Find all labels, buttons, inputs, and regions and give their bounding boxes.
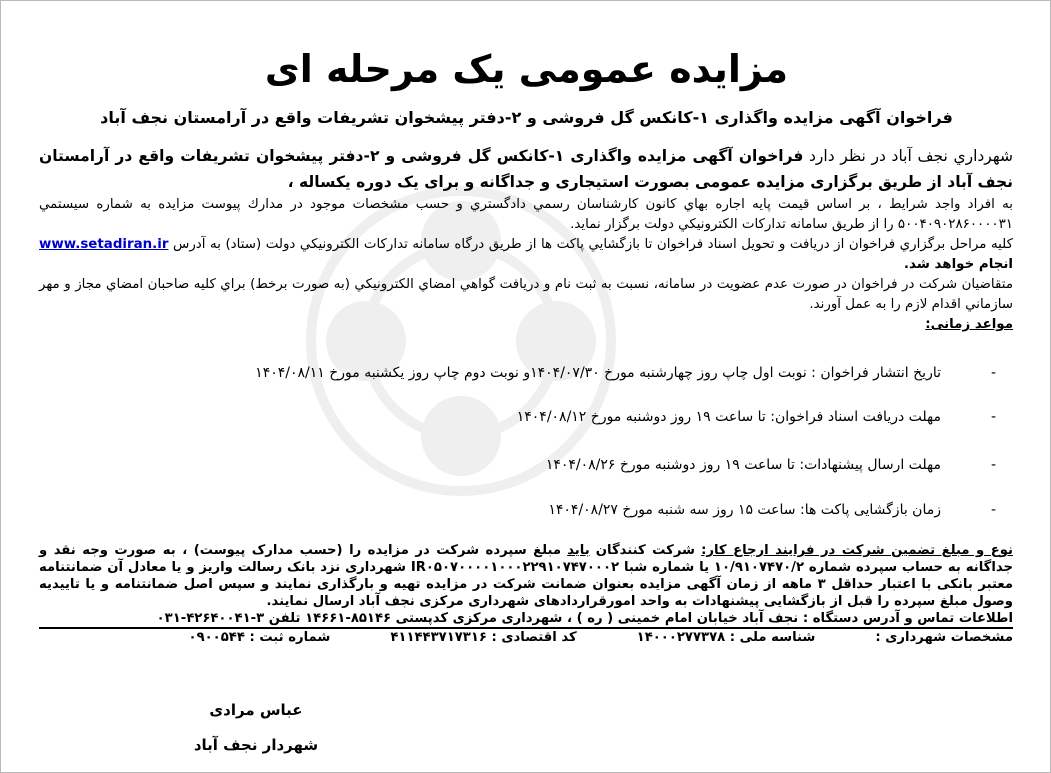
specs-economic-code: کد اقتصادی : ۴۱۱۴۴۳۷۱۷۳۱۶ [390, 630, 577, 645]
process-suffix: انجام خواهد شد. [903, 257, 1013, 272]
specs-national-id: شناسه ملی : ۱۴۰۰۰۲۷۷۳۷۸ [636, 630, 816, 645]
notice-body [39, 143, 1013, 335]
guarantee-lead: شرکت کنندگان [595, 543, 695, 558]
page-title: مزایده عمومی یک مرحله ای [264, 47, 789, 91]
date-publication-text: تاریخ انتشار فراخوان : نوبت اول چاپ روز چهارشنبه مورخ ۱۴۰۴/۰۷/۳۰و نوبت دوم چاپ روز یکشنبه مورخ ۱۴۰۴/۰۸/۱۱ [255, 365, 941, 381]
guarantee-paragraph [39, 542, 1013, 610]
notice-footer [39, 542, 1013, 646]
intro-part2: فراخوان آگهی مزایده واگذاری ۱-کانکس گل فروشی و ۲-دفتر پیشخوان تشریفات واقع در آرامستان نجف آباد از طریق برگزاری مزایده عمومی بصورت استیجاری و جداگانه و برای یک دوره یکساله ، [39, 147, 1013, 191]
bullet-dash: - [990, 457, 996, 473]
contact-info: اطلاعات تماس و آدرس دستگاه : نجف آباد خیابان امام خمینی ( ره ) ، شهرداری مرکزی کدپستی ۸۵۱۴۶-۱۴۶۶۱ تلفن ۳-۴۲۶۴۰۰۴۱-۰۳۱ [39, 610, 1013, 629]
intro-part1: شهرداري نجف آباد در نظر دارد [809, 147, 1013, 165]
specs-registration: شماره ثبت : ۰۹۰۰۵۴۴ [188, 630, 331, 645]
setad-link[interactable]: www.setadiran.ir [39, 237, 169, 252]
registration-paragraph: متقاضيان شركت در فراخوان در صورت عدم عضويت در سامانه، نسبت به ثبت نام و دريافت گواهي امضاي الكترونيكي (به صورت برخط) براي كليه صاحبان امضاي مجاز و مهر سازماني اقدام لازم را به عمل آورند. [39, 277, 1013, 312]
bullet-dash: - [990, 365, 996, 381]
bullet-dash: - [990, 409, 996, 425]
guarantee-heading: نوع و مبلغ تضمین شرکت در فرایند ارجاع کار: [701, 543, 1013, 558]
signatory-position: شهردار نجف آباد [193, 736, 319, 754]
guarantee-text: مبلغ سپرده شرکت در مزایده را (حسب مدارک پیوست) ، به صورت وجه نقد و جداگانه به حساب سپرده شماره ۱۰/۹۱۰۷۴۷۰/۲ یا شماره شبا IR۰۵۰۷۰۰۰۰۱۰۰۰۲۲۹۱۰۷۴۷۰۰۰۲ شهرداری نزد بانک رسالت واریز و یا معادل آن ضمانتنامه معتبر بانکی با اعتبار حداقل ۳ ماهه از زمان آگهی مزایده بعنوان ضمانت شرکت در مزایده تهیه و بارگذاری نمایند و سپس اصل ضمانتنامه و یا تاییدیه وصول مبلغ سپرده را قبل از بازگشایی پیشنهادات به واحد امورقراردادهای شهرداری مرکزی نجف آباد ارسال نمایند. [39, 543, 1013, 609]
guarantee-must: باید [567, 543, 590, 558]
notice-subtitle: فراخوان آگهی مزایده واگذاری ۱-کانکس گل فروشی و ۲-دفتر پیشخوان تشریفات واقع در آرامستان نجف آباد [100, 108, 953, 127]
bullet-dash: - [990, 502, 996, 518]
signatory-name: عباس مرادی [209, 701, 303, 719]
intro-part3: به افراد واجد شرایط ، بر اساس قیمت پایه اجاره بهاي كانون كارشناسان رسمي دادگستري و حسب مشخصات موجود در مدارك پيوست مزايده به شماره سيستمي ۵۰۰۴۰۹۰۲۸۶۰۰۰۰۳۱ را از طريق سامانه تداركات الكترونيكي دولت برگزار نمايد. [39, 197, 1013, 232]
dates-heading: مواعد زمانی: [925, 317, 1013, 332]
date-documents-text: مهلت دریافت اسناد فراخوان: تا ساعت ۱۹ روز دوشنبه مورخ ۱۴۰۴/۰۸/۱۲ [516, 409, 941, 425]
dates-heading-row [39, 315, 1013, 335]
date-opening-text: زمان بازگشایی پاکت ها: ساعت ۱۵ روز سه شنبه مورخ ۱۴۰۴/۰۸/۲۷ [548, 502, 941, 518]
date-submission-text: مهلت ارسال پیشنهادات: تا ساعت ۱۹ روز دوشنبه مورخ ۱۴۰۴/۰۸/۲۶ [545, 457, 941, 473]
specs-label: مشخصات شهرداری : [875, 630, 1013, 645]
process-paragraph [39, 235, 1013, 275]
intro-paragraph [39, 143, 1013, 195]
municipality-specs [39, 629, 1013, 646]
process-text: كليه مراحل برگزاري فراخوان از دريافت و تحويل اسناد فراخوان تا بازگشايي پاكت ها از طريق درگاه سامانه تداركات الكترونيكي دولت (ستاد) به آدرس [173, 237, 1013, 252]
